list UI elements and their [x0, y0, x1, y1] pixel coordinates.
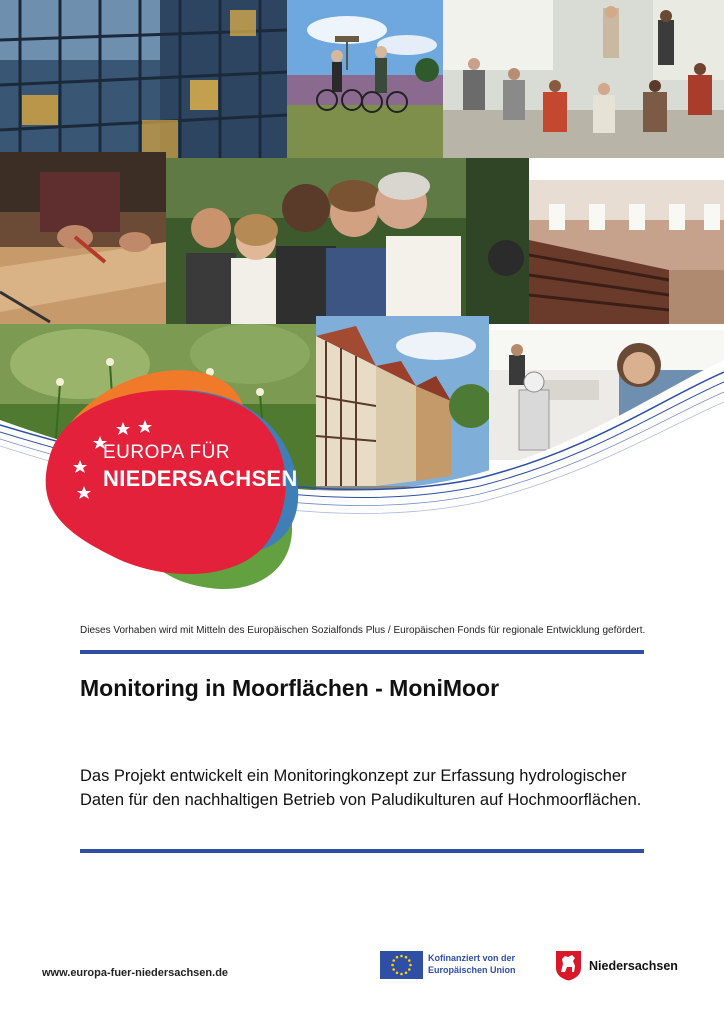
project-title: Monitoring in Moorflächen - MoniMoor	[80, 675, 500, 701]
niedersachsen-horse-crest-icon	[555, 950, 582, 981]
niedersachsen-label: Niedersachsen	[589, 959, 678, 973]
eu-cofunding-label	[428, 952, 516, 976]
top-divider	[80, 650, 644, 654]
eu-flag-icon	[380, 951, 423, 979]
eu-cofunding-line1: Kofinanziert von der	[428, 953, 516, 963]
logo-text-line1: EUROPA FÜR	[103, 442, 231, 463]
project-description: Das Projekt entwickelt ein Monitoringkonzept zur Erfassung hydrologischer Daten für den nachhaltigen Betrieb von Paludikulturen auf Hochmoorflächen.	[80, 767, 642, 809]
eu-cofunding-line2: Europäischen Union	[428, 965, 516, 975]
logo-text-line2: NIEDERSACHSEN	[103, 466, 298, 491]
bottom-divider	[80, 849, 644, 853]
funding-note: Dieses Vorhaben wird mit Mitteln des Europäischen Sozialfonds Plus / Europäischen Fonds für regionale Entwicklung gefördert.	[80, 625, 646, 636]
website-link[interactable]: www.europa-fuer-niedersachsen.de	[42, 967, 229, 979]
